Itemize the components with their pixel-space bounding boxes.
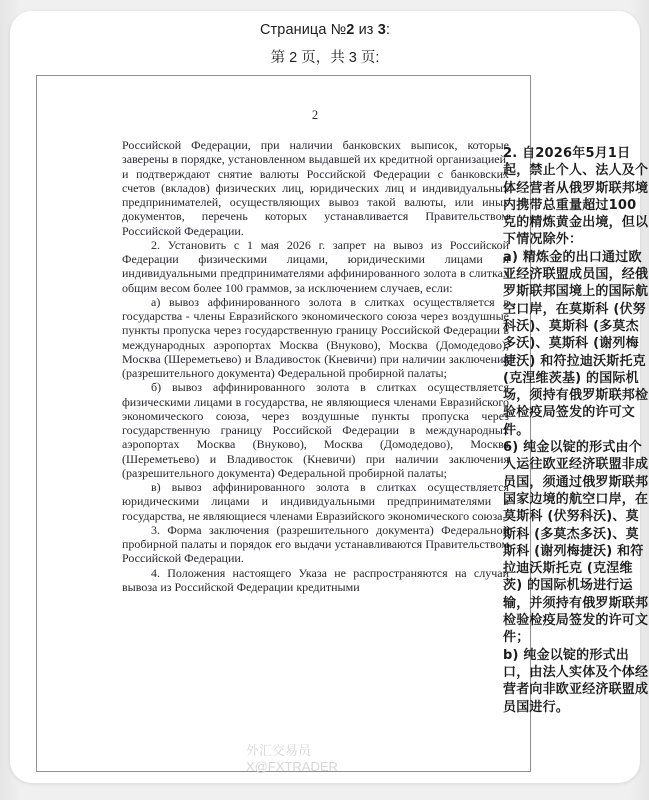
watermark	[246, 743, 338, 774]
page-indicator-russian	[10, 21, 640, 39]
ru-paragraph-clause-4: 4. Положения настоящего Указа не распространяются на случаи вывоза из Российской Федерации кредитными	[122, 565, 509, 594]
zh-paragraph-clause-2: 2. 自2026年5月1日起，禁止个人、法人及个体经营者从俄罗斯联邦境内携带总重量超过100克的精炼黄金出境，但以下情况除外：	[503, 146, 649, 248]
document-page	[36, 75, 531, 772]
page-indicator-chinese: 第 2 页，共 3 页:	[270, 50, 380, 66]
watermark-channel-name: 外汇交易员	[246, 743, 312, 758]
page-indicator-header	[10, 21, 640, 67]
ru-paragraph-subclause-b: б) вывоз аффинированного золота в слитках осуществляется физическими лицами в государства, не являющиеся членами Евразийского экономического союза, через воздушные пункты пропуска через государственную границу Российской Федерации в международных аэропортах Москва (Внуково), Москва (Домодедово), Москва (Шереметьево) и Владивосток (Кневичи) при наличии заключения (разрешительного документа) Федеральной пробирной палаты;	[122, 380, 509, 480]
zh-paragraph-subclause-b: 6) 纯金以锭的形式由个人运往欧亚经济联盟非成员国，须通过俄罗斯联邦国家边境的航空口岸，在莫斯科 (伏努科沃)、莫斯科 (多莫杰多沃)、莫斯科 (谢列梅捷沃) 和符拉迪沃斯托克 (克涅维茨) 的国际机场进行运输，并须持有俄罗斯联邦检验检疫局签发的许可文件；	[503, 440, 649, 646]
page-indicator-ru-total: 3	[377, 22, 386, 38]
ru-paragraph-continuation: Российской Федерации, при наличии банковских выписок, которые заверены в порядке, установленном выдавшей их кредитной организацией, и подтверждают снятие валюты Российской Федерации с банковских счетов (вкладов) физических лиц, юридических лиц и индивидуальных предпринимателей, осуществляющих вывоз такой валюты, или иных документов, перечень которых устанавливается Правительством Российской Федерации.	[122, 138, 509, 238]
document-page-number: 2	[311, 108, 319, 122]
zh-paragraph-subclause-a: a) 精炼金的出口通过欧亚经济联盟成员国，经俄罗斯联邦国境上的国际航空口岸，在莫斯科 (伏努科沃)、莫斯科 (多莫杰多沃)、莫斯科 (谢列梅捷沃) 和符拉迪沃斯托克 (克涅维茨基) 的国际机场，须持有俄罗斯联邦检验检疫局签发的许可文件。	[503, 249, 649, 438]
ru-paragraph-clause-3: 3. Форма заключения (разрешительного документа) Федеральной пробирной палаты и порядок его выдачи устанавливаются Правительством Российской Федерации.	[122, 522, 509, 566]
watermark-x-handle: X@FXTRADER	[246, 758, 338, 774]
chinese-translation-annotation	[503, 145, 649, 716]
russian-decree-text	[122, 138, 509, 594]
page-indicator-ru-mid: из	[354, 22, 378, 38]
ru-paragraph-subclause-a: а) вывоз аффинированного золота в слитках осуществляется в государства - члены Евразийского экономического союза через воздушные пункты пропуска через государственную границу Российской Федерации в международных аэропортах Москва (Внуково), Москва (Домодедово), Москва (Шереметьево) и Владивосток (Кневичи) при наличии заключения (разрешительного документа) Федеральной пробирной палаты;	[122, 294, 509, 380]
page-indicator-ru-suffix: :	[385, 22, 390, 38]
ru-paragraph-clause-2: 2. Установить с 1 мая 2026 г. запрет на вывоз из Российской Федерации физическими лицами, юридическими лицами и индивидуальными предпринимателями аффинированного золота в слитках общим весом более 100 граммов, за исключением случаев, если:	[122, 237, 509, 295]
zh-paragraph-subclause-c: b) 纯金以锭的形式出口，由法人实体及个体经营者向非欧亚经济联盟成员国进行。	[503, 647, 649, 715]
page-indicator-ru-prefix: Страница №	[259, 22, 347, 38]
page-indicator-ru-current: 2	[346, 22, 355, 38]
message-card	[10, 11, 649, 783]
ru-paragraph-subclause-v: в) вывоз аффинированного золота в слитках осуществляется юридическими лицами и индивидуальными предпринимателями в государства, не являющиеся членами Евразийского экономического союза.	[122, 480, 509, 523]
